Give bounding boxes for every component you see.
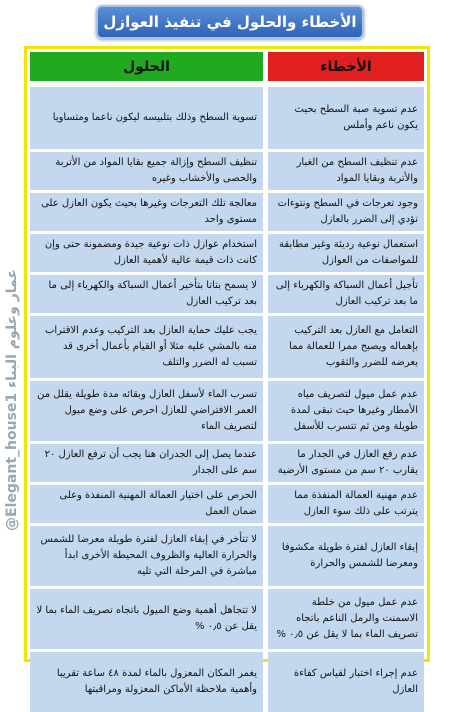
table-row: [30, 193, 424, 231]
table-row: [30, 444, 424, 482]
solution-cell: [30, 193, 263, 231]
solution-cell: [30, 444, 263, 482]
solution-text: تسرب الماء لأسفل العازل وبقائه مدة طويلة يقلل من العمر الافتراضي للعازل احرص على وضع ميول لتصريف الماء: [37, 389, 257, 432]
solution-cell: [30, 485, 263, 523]
table-row: [30, 152, 424, 190]
solution-cell: [30, 316, 263, 378]
table-row: [30, 234, 424, 272]
mistake-text: عدم إجراء اختبار لقياس كفاءة العازل: [293, 668, 418, 695]
table-row: [30, 87, 424, 149]
solution-text: معالجة تلك التعرجات وغيرها بحيث يكون العازل على مستوى واحد: [41, 198, 257, 225]
solution-text: الحرص على اختيار العمالة المهنية المنفذة وعلى ضمان العمل: [59, 490, 257, 517]
mistake-text: التعامل مع العازل بعد التركيب بإهماله ويصبح ممرا للعمالة مما يعرضه للضرر والثقوب: [289, 325, 418, 368]
mistake-text: وجود تعرجات في السطح ونتوءات تؤدي إلى الضرر بالعازل: [277, 198, 418, 225]
solution-text: تنظيف السطح وإزالة جميع بقايا المواد من الأتربة والحصى والأخشاب وغيره: [55, 157, 257, 184]
mistake-text: عدم عمل ميول لتصريف مياه الأمطار وغيرها حيث تبقى لمدة طويلة ومن ثم تتسرب للأسفل: [290, 389, 418, 432]
table-row: [30, 381, 424, 441]
solution-text: عندما يصل إلى الجدران هنا يجب أن ترفع العازل ٢٠ سم على الجدار: [44, 449, 257, 476]
solution-text: لا تتجاهل أهمية وضع الميول باتجاه تصريف الماء بما لا يقل عن ٠٫٥ %: [36, 605, 257, 632]
solution-cell: [30, 234, 263, 272]
mistake-cell: [268, 87, 424, 149]
table-row: [30, 275, 424, 313]
mistake-text: عدم تنظيف السطح من الغبار والأتربة وبقايا المواد: [296, 157, 418, 184]
watermark: [2, 140, 22, 660]
table-row: [30, 485, 424, 523]
mistake-cell: [268, 444, 424, 482]
solution-text: استخدام عوازل ذات نوعية جيدة ومضمونة حتى وإن كانت ذات قيمة عالية لأهمية العازل: [44, 239, 257, 266]
page-title: الأخطاء والحلول في تنفيذ العوازل: [96, 5, 364, 39]
mistake-cell: [268, 316, 424, 378]
table-row: [30, 526, 424, 586]
mistake-cell: [268, 275, 424, 313]
mistake-text: عدم رفع العازل في الجدار ما يقارب ٢٠ سم من مستوى الأرضية: [277, 449, 418, 476]
table-row: [30, 652, 424, 712]
solution-cell: [30, 652, 263, 712]
solution-text: لا تتأخر في إبقاء العازل لفترة طويلة معرضا للشمس والحرارة العالية والظروف المحيطة الأخرى ابدأ مباشرة في المرحلة التي تليه: [40, 534, 257, 577]
mistakes-header: الأخطاء: [268, 52, 424, 81]
solution-text: لا يسمح بتاتا بتأخير أعمال السباكة والكهرباء إلى ما بعد تركيب العازل: [48, 280, 257, 307]
mistake-text: عدم مهنية العمالة المنفذة مما يترتب على ذلك سوء العازل: [294, 490, 418, 517]
solution-text: يغمر المكان المعزول بالماء لمدة ٤٨ ساعة تقريبا وأهمية ملاحظة الأماكن المعزولة ومراقبتها: [56, 668, 257, 695]
mistake-cell: [268, 152, 424, 190]
solution-text: يجب عليك حماية العازل بعد التركيب وعدم الاقتراب منه بالمشي عليه مثلا أو القيام بأعمال أخرى قد تسبب له الضرر والتلف: [44, 325, 257, 368]
mistake-text: استعمال نوعية رديئة وغير مطابقة للمواصفات من العوازل: [279, 239, 418, 266]
mistake-cell: [268, 381, 424, 441]
mistake-cell: [268, 234, 424, 272]
solutions-header: الحلول: [30, 52, 263, 81]
table-row: [30, 589, 424, 649]
solution-cell: [30, 381, 263, 441]
solution-cell: [30, 589, 263, 649]
mistake-cell: [268, 526, 424, 586]
solution-cell: [30, 87, 263, 149]
solution-cell: [30, 275, 263, 313]
mistake-cell: [268, 485, 424, 523]
solution-cell: [30, 526, 263, 586]
table-frame: [24, 46, 430, 695]
mistake-cell: [268, 193, 424, 231]
table-header: [30, 52, 424, 81]
table-body: [30, 87, 424, 695]
mistake-text: عدم عمل ميول من خلطة الاسمنت والرمل الناعم باتجاه تصريف الماء بما لا يقل عن ٠٫٥ %: [276, 597, 418, 640]
mistake-text: عدم تسوية صبة السطح بحيث يكون ناعم وأملس: [294, 104, 418, 131]
watermark-text: @Elegant_house1 عمار وعلوم البناء: [4, 269, 21, 531]
table-row: [30, 316, 424, 378]
solution-text: تسوية السطح وذلك بتلبيسه ليكون ناعما ومتساويا: [52, 112, 257, 123]
mistake-cell: [268, 589, 424, 649]
mistake-text: إبقاء العازل لفترة طويلة مكشوفا ومعرضا للشمس والحرارة: [281, 542, 418, 569]
solution-cell: [30, 152, 263, 190]
mistake-cell: [268, 652, 424, 712]
mistake-text: تأجيل أعمال السباكة والكهرباء إلى ما بعد تركيب العازل: [275, 280, 418, 307]
